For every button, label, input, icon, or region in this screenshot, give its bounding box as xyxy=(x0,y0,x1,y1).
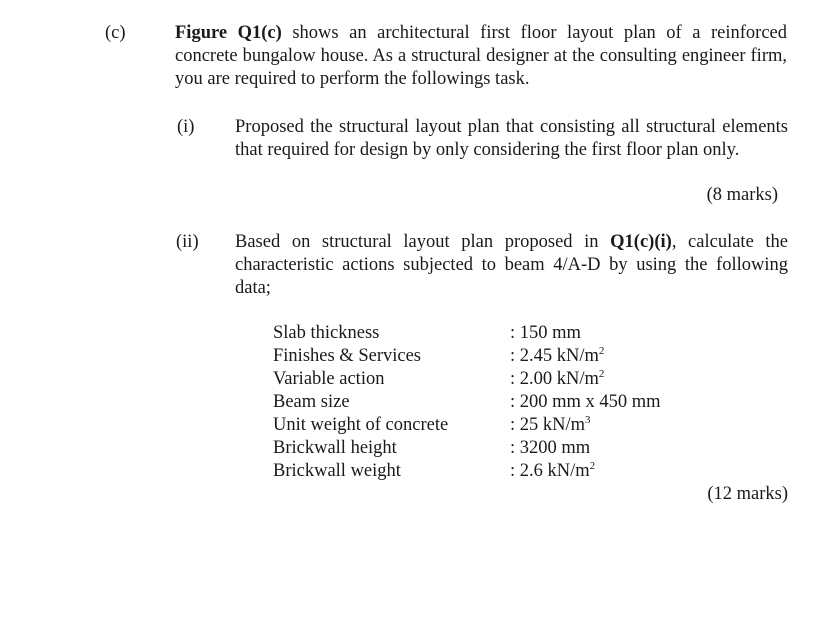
subpart-ii-reference: Q1(c)(i) xyxy=(610,232,672,252)
data-key: Brickwall height xyxy=(273,438,397,458)
question-paragraph xyxy=(175,22,787,91)
subpart-ii-text-after: , calculate the characteristic actions subjected to beam 4/A-D by using the following data; xyxy=(235,232,788,298)
subpart-ii-label: (ii) xyxy=(176,232,199,252)
data-key: Slab thickness xyxy=(273,323,380,343)
subpart-i-label: (i) xyxy=(177,117,195,137)
subpart-i-text: Proposed the structural layout plan that consisting all structural elements that required for design by only considering the first floor plan only. xyxy=(235,117,788,160)
question-text: shows an architectural first floor layout plan of a reinforced concrete bungalow house. As a structural designer at the consulting engineer firm, you are required to perform the followings task. xyxy=(175,23,787,89)
part-label: (c) xyxy=(105,23,126,43)
data-key: Beam size xyxy=(273,392,350,412)
data-value: : 200 mm x 450 mm xyxy=(510,392,661,412)
figure-reference: Figure Q1(c) xyxy=(175,23,282,43)
subpart-ii-text-before: Based on structural layout plan proposed in xyxy=(235,232,611,252)
data-key: Finishes & Services xyxy=(273,346,421,366)
data-value: : 2.00 $kN/m^2$ xyxy=(510,367,605,389)
data-value: : 2.6 $kN/m^2$ xyxy=(510,459,596,481)
data-key: Unit weight of concrete xyxy=(273,415,449,435)
subpart-ii-marks: (12 marks) xyxy=(707,484,788,504)
data-key: Variable action xyxy=(273,369,385,389)
data-key: Brickwall weight xyxy=(273,461,401,481)
subpart-i-marks: (8 marks) xyxy=(706,185,778,205)
data-value: : 150 mm xyxy=(510,323,581,343)
data-value: : 2.45 $kN/m^2$ xyxy=(510,344,605,366)
subpart-ii-text xyxy=(235,231,788,300)
data-value: : 3200 mm xyxy=(510,438,591,458)
data-value: : 25 $kN/m^3$ xyxy=(510,413,591,435)
